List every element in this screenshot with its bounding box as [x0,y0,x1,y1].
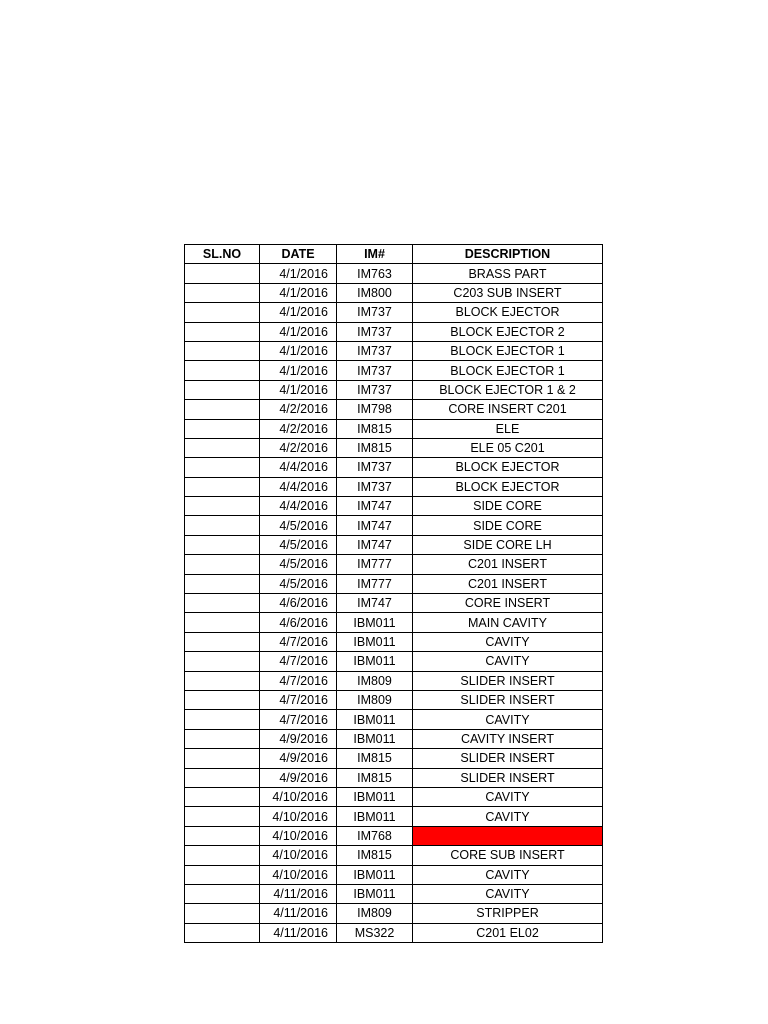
cell-description: CORE SUB INSERT [413,846,603,865]
header-row [185,245,603,264]
cell-slno [185,632,260,651]
table-row [185,380,603,399]
cell-description: BRASS PART [413,264,603,283]
cell-slno [185,555,260,574]
cell-slno [185,535,260,554]
cell-date: 4/10/2016 [260,807,337,826]
cell-description: CAVITY [413,884,603,903]
table-body [185,264,603,943]
cell-slno [185,458,260,477]
table-row [185,749,603,768]
cell-im: IM809 [337,671,413,690]
table-row [185,497,603,516]
cell-date: 4/2/2016 [260,419,337,438]
table-row [185,923,603,942]
cell-im: IM815 [337,768,413,787]
table-row [185,671,603,690]
cell-im: IM737 [337,322,413,341]
cell-slno [185,400,260,419]
cell-description: CAVITY [413,652,603,671]
table-row [185,361,603,380]
cell-date: 4/1/2016 [260,283,337,302]
cell-im: IM815 [337,419,413,438]
cell-date: 4/10/2016 [260,787,337,806]
table-row [185,458,603,477]
table-row [185,826,603,845]
cell-slno [185,419,260,438]
cell-description: CAVITY [413,632,603,651]
cell-im: IM815 [337,749,413,768]
table-row [185,729,603,748]
table-row [185,516,603,535]
cell-slno [185,787,260,806]
cell-slno [185,846,260,865]
cell-im: IM768 [337,826,413,845]
cell-description: MAIN CAVITY [413,613,603,632]
cell-date: 4/4/2016 [260,458,337,477]
table-row [185,264,603,283]
cell-date: 4/9/2016 [260,768,337,787]
table-row [185,632,603,651]
cell-date: 4/1/2016 [260,264,337,283]
cell-im: IM737 [337,458,413,477]
table-row [185,652,603,671]
cell-im: IM747 [337,516,413,535]
cell-im: IM763 [337,264,413,283]
cell-description: CORE INSERT [413,594,603,613]
cell-im: IM800 [337,283,413,302]
cell-date: 4/11/2016 [260,923,337,942]
table-row [185,613,603,632]
cell-date: 4/6/2016 [260,613,337,632]
cell-description: SLIDER INSERT [413,749,603,768]
cell-description: CAVITY [413,807,603,826]
table-row [185,710,603,729]
cell-description: BLOCK EJECTOR 1 [413,341,603,360]
table-row [185,574,603,593]
table-row [185,787,603,806]
cell-slno [185,865,260,884]
cell-description: SIDE CORE [413,516,603,535]
cell-date: 4/7/2016 [260,632,337,651]
cell-slno [185,652,260,671]
cell-date: 4/1/2016 [260,380,337,399]
cell-slno [185,477,260,496]
cell-im: IM737 [337,380,413,399]
cell-im: IBM011 [337,632,413,651]
cell-slno [185,361,260,380]
cell-slno [185,749,260,768]
table-row [185,690,603,709]
table-row [185,807,603,826]
cell-im: IM747 [337,594,413,613]
cell-description: SIDE CORE LH [413,535,603,554]
cell-date: 4/1/2016 [260,341,337,360]
cell-date: 4/10/2016 [260,865,337,884]
cell-description: C201 INSERT [413,574,603,593]
cell-description [413,826,603,845]
cell-im: IBM011 [337,710,413,729]
cell-slno [185,594,260,613]
cell-date: 4/9/2016 [260,749,337,768]
cell-date: 4/5/2016 [260,555,337,574]
header-im: IM# [337,245,413,264]
cell-date: 4/1/2016 [260,303,337,322]
table-row [185,419,603,438]
cell-slno [185,671,260,690]
cell-date: 4/7/2016 [260,710,337,729]
cell-im: IM815 [337,846,413,865]
cell-description: BLOCK EJECTOR [413,303,603,322]
cell-slno [185,303,260,322]
cell-slno [185,884,260,903]
cell-slno [185,497,260,516]
cell-description: SLIDER INSERT [413,671,603,690]
table-row [185,884,603,903]
cell-im: IM737 [337,361,413,380]
cell-im: IM747 [337,535,413,554]
cell-im: IM747 [337,497,413,516]
cell-description: ELE 05 C201 [413,438,603,457]
cell-im: IM809 [337,904,413,923]
cell-im: IM777 [337,555,413,574]
table-row [185,865,603,884]
table-row [185,535,603,554]
cell-slno [185,380,260,399]
cell-slno [185,264,260,283]
table-row [185,283,603,302]
cell-description: ELE [413,419,603,438]
table-row [185,438,603,457]
cell-slno [185,283,260,302]
header-date: DATE [260,245,337,264]
cell-im: IBM011 [337,787,413,806]
cell-im: IM737 [337,477,413,496]
cell-im: IM737 [337,303,413,322]
cell-im: IBM011 [337,729,413,748]
cell-description: CAVITY [413,865,603,884]
table-header [185,245,603,264]
cell-description: STRIPPER [413,904,603,923]
table-row [185,341,603,360]
table-row [185,846,603,865]
cell-slno [185,768,260,787]
table-row [185,303,603,322]
cell-description: CAVITY [413,787,603,806]
cell-date: 4/2/2016 [260,438,337,457]
cell-slno [185,923,260,942]
cell-description: BLOCK EJECTOR 1 & 2 [413,380,603,399]
cell-description: CAVITY INSERT [413,729,603,748]
cell-slno [185,438,260,457]
cell-im: IM798 [337,400,413,419]
cell-slno [185,341,260,360]
cell-date: 4/10/2016 [260,826,337,845]
cell-description: C201 EL02 [413,923,603,942]
table-row [185,400,603,419]
cell-slno [185,807,260,826]
cell-date: 4/4/2016 [260,497,337,516]
cell-slno [185,574,260,593]
cell-description: C201 INSERT [413,555,603,574]
cell-date: 4/6/2016 [260,594,337,613]
cell-description: BLOCK EJECTOR 1 [413,361,603,380]
cell-im: MS322 [337,923,413,942]
table-row [185,768,603,787]
cell-description: BLOCK EJECTOR [413,458,603,477]
cell-slno [185,729,260,748]
cell-date: 4/5/2016 [260,516,337,535]
cell-description: CORE INSERT C201 [413,400,603,419]
cell-slno [185,516,260,535]
cell-im: IM809 [337,690,413,709]
cell-description: SLIDER INSERT [413,690,603,709]
cell-date: 4/7/2016 [260,671,337,690]
cell-date: 4/9/2016 [260,729,337,748]
cell-im: IBM011 [337,884,413,903]
table-row [185,477,603,496]
cell-slno [185,690,260,709]
cell-description: CAVITY [413,710,603,729]
cell-date: 4/11/2016 [260,904,337,923]
header-slno: SL.NO [185,245,260,264]
cell-slno [185,322,260,341]
cell-slno [185,613,260,632]
cell-description: BLOCK EJECTOR 2 [413,322,603,341]
table-row [185,322,603,341]
cell-slno [185,826,260,845]
cell-im: IBM011 [337,807,413,826]
cell-date: 4/7/2016 [260,690,337,709]
cell-slno [185,904,260,923]
cell-description: SLIDER INSERT [413,768,603,787]
cell-description: BLOCK EJECTOR [413,477,603,496]
cell-date: 4/7/2016 [260,652,337,671]
cell-date: 4/4/2016 [260,477,337,496]
table-row [185,594,603,613]
cell-date: 4/5/2016 [260,574,337,593]
cell-im: IM737 [337,341,413,360]
cell-date: 4/1/2016 [260,361,337,380]
cell-slno [185,710,260,729]
cell-im: IM777 [337,574,413,593]
cell-description: SIDE CORE [413,497,603,516]
cell-date: 4/10/2016 [260,846,337,865]
im-log-table [184,244,603,943]
table-row [185,904,603,923]
cell-im: IM815 [337,438,413,457]
cell-date: 4/5/2016 [260,535,337,554]
cell-date: 4/11/2016 [260,884,337,903]
table-row [185,555,603,574]
header-description: DESCRIPTION [413,245,603,264]
cell-date: 4/2/2016 [260,400,337,419]
cell-im: IBM011 [337,865,413,884]
cell-im: IBM011 [337,613,413,632]
cell-description: C203 SUB INSERT [413,283,603,302]
cell-im: IBM011 [337,652,413,671]
cell-date: 4/1/2016 [260,322,337,341]
